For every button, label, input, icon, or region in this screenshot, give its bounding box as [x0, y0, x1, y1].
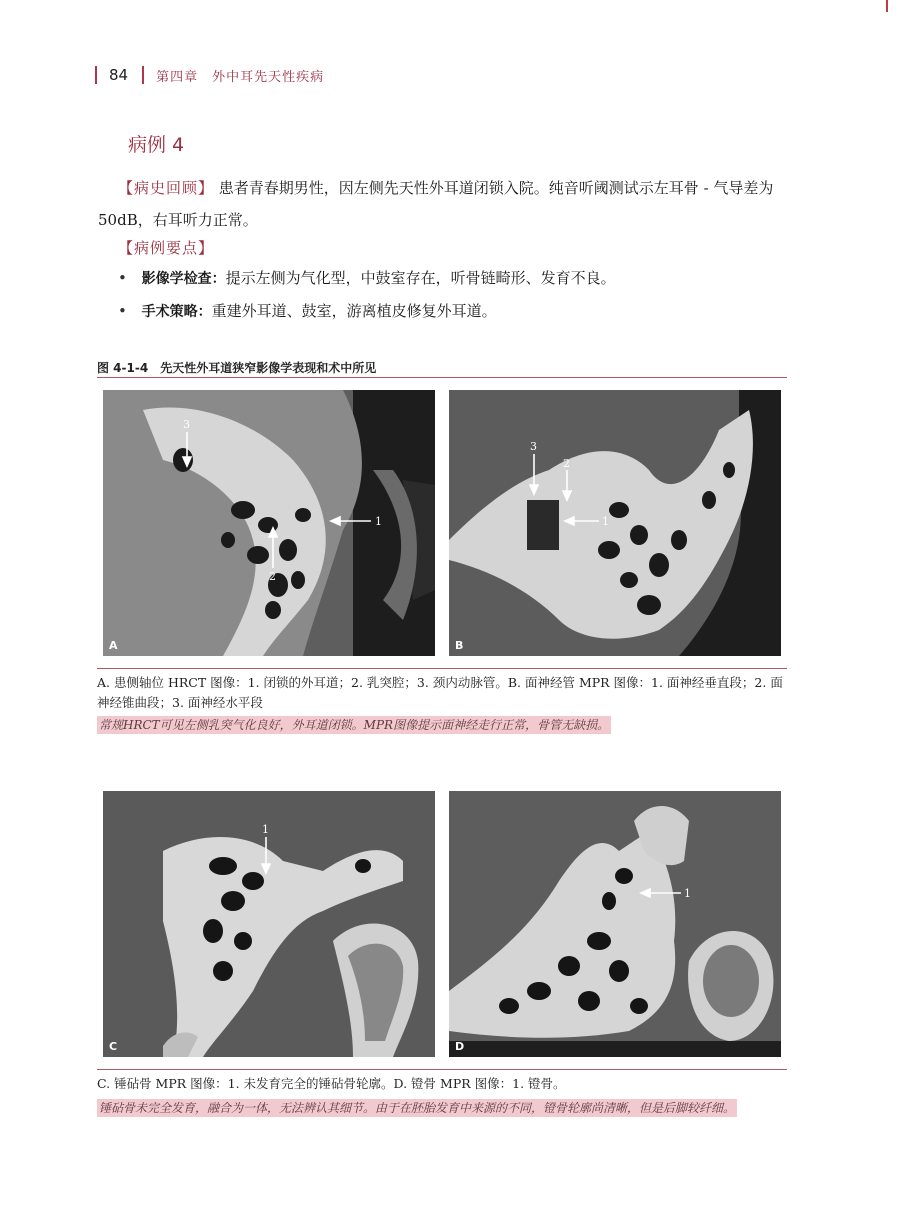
- arrow-label-1: 1: [262, 823, 269, 836]
- figure-title-rule: [97, 377, 787, 378]
- arrow-label-2: 2: [563, 457, 570, 470]
- key-points-heading: [118, 232, 808, 264]
- case-title: 病例 4: [128, 134, 185, 156]
- arrow-label-3: 3: [530, 440, 537, 453]
- ct-image-a: [103, 390, 435, 656]
- key-point-text: 提示左侧为气化型，中鼓室存在，听骨链畸形、发育不良。: [225, 269, 616, 287]
- header-bar-left: [95, 66, 97, 84]
- note-ab: 常规HRCT可见左侧乳突气化良好，外耳道闭锁。MPR图像提示面神经走行正常，骨管无缺损。: [99, 718, 610, 732]
- header-bar-right: [142, 66, 144, 84]
- key-point-text: 重建外耳道、鼓室，游离植皮修复外耳道。: [211, 302, 497, 320]
- key-point-item: [118, 295, 778, 328]
- arrow-label-3: 3: [183, 418, 190, 431]
- history-paragraph: [98, 172, 788, 236]
- key-point-label: 影像学检查：: [141, 271, 226, 287]
- corner-mark: [886, 0, 888, 12]
- key-points-label: 【病例要点】: [118, 239, 215, 257]
- note-cd: 锤砧骨未完全发育，融合为一体，无法辨认其细节。由于在胚胎发育中来源的不同，镫骨轮廓尚清晰，但是后脚较纤细。: [99, 1101, 736, 1115]
- arrow-label-1: 1: [684, 887, 691, 900]
- caption-rule-bottom: [97, 1069, 787, 1070]
- key-point-label: 手术策略：: [141, 304, 212, 320]
- panel-letter-b: B: [455, 639, 464, 652]
- history-label: 【病史回顾】: [118, 179, 215, 197]
- key-points-list: [118, 262, 778, 328]
- chapter-title: 第四章 外中耳先天性疾病: [156, 69, 325, 85]
- ct-image-b: [449, 390, 781, 656]
- panel-letter-d: D: [455, 1040, 465, 1053]
- page-number: 84: [109, 66, 129, 84]
- ct-image-d: [449, 791, 781, 1057]
- arrow-label-2: 2: [269, 570, 276, 583]
- ct-panel-b: [449, 390, 781, 656]
- caption-rule-top: [97, 668, 787, 669]
- figure-title: 图 4-1-4 先天性外耳道狭窄影像学表现和术中所见: [97, 361, 377, 375]
- ct-panel-c: [103, 791, 435, 1057]
- panel-letter-a: A: [109, 639, 118, 652]
- ct-panel-a: [103, 390, 435, 656]
- history-text: 患者青春期男性，因左侧先天性外耳道闭锁入院。纯音听阈测试示左耳骨 - 气导差为 50dB，右耳听力正常。: [98, 179, 774, 229]
- ct-panel-d: [449, 791, 781, 1057]
- caption-cd: C. 锤砧骨 MPR 图像：1. 未发育完全的锤砧骨轮廓。D. 镫骨 MPR 图像：1. 镫骨。: [97, 1076, 566, 1091]
- key-point-item: [118, 262, 778, 295]
- caption-ab: A. 患侧轴位 HRCT 图像：1. 闭锁的外耳道；2. 乳突腔；3. 颈内动脉管。B. 面神经管 MPR 图像：1. 面神经垂直段；2. 面神经锥曲段；3. 面神经水平段: [97, 675, 783, 710]
- ct-image-c: [103, 791, 435, 1057]
- arrow-label-1: 1: [375, 515, 382, 528]
- arrow-label-1: 1: [602, 515, 609, 528]
- panel-letter-c: C: [109, 1040, 118, 1053]
- running-header: [95, 64, 324, 86]
